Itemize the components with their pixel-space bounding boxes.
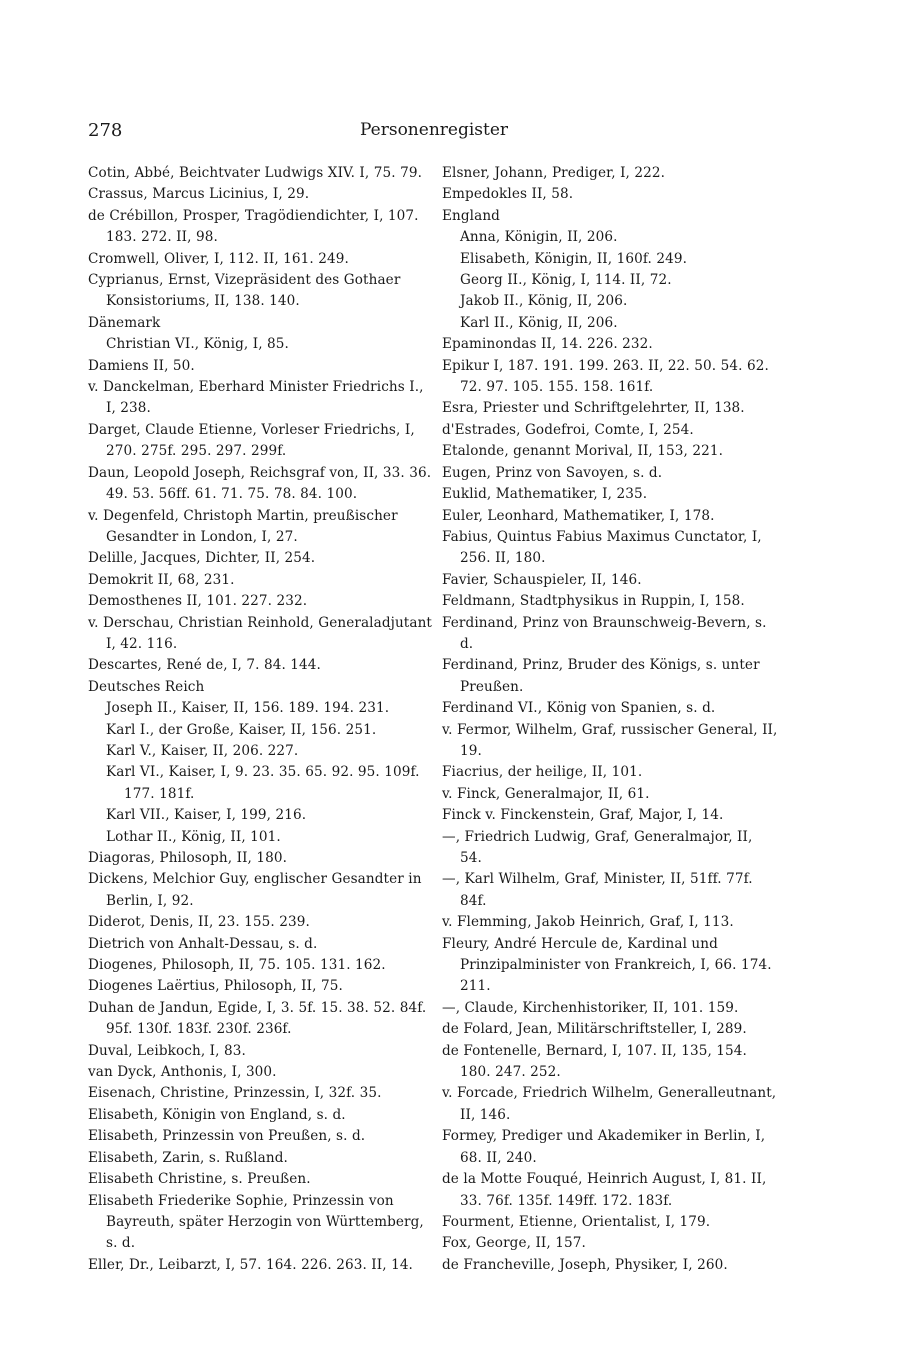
index-entry: d'Estrades, Godefroi, Comte, I, 254. <box>442 421 694 438</box>
index-entry: Fox, George, II, 157. <box>442 1235 586 1252</box>
page-header <box>88 120 780 150</box>
index-entry: —, Karl Wilhelm, Graf, Minister, II, 51ff. 77f. 84f. <box>442 871 753 909</box>
index-entry: v. Flemming, Jakob Heinrich, Graf, I, 113. <box>442 914 734 931</box>
index-entry: Duhan de Jandun, Egide, I, 3. 5f. 15. 38. 52. 84f. 95f. 130f. 183f. 230f. 236f. <box>88 999 427 1038</box>
index-entry: v. Finck, Generalmajor, II, 61. <box>442 785 650 802</box>
index-subentry: Christian VI., König, I, 85. <box>106 336 289 353</box>
running-title: Personenregister <box>359 120 509 140</box>
index-entry: Epaminondas II, 14. 226. 232. <box>442 336 653 353</box>
index-subentry: Karl VII., Kaiser, I, 199, 216. <box>106 807 307 824</box>
index-entry: van Dyck, Anthonis, I, 300. <box>88 1064 277 1081</box>
index-entry: Elisabeth, Zarin, s. Rußland. <box>88 1149 288 1166</box>
index-entry: Eller, Dr., Leibarzt, I, 57. 164. 226. 263. II, 14. <box>88 1256 413 1273</box>
index-entry: —, Claude, Kirchenhistoriker, II, 101. 159. <box>442 999 739 1016</box>
index-subentry: Jakob II., König, II, 206. <box>460 293 628 310</box>
index-entry: Eugen, Prinz von Savoyen, s. d. <box>442 464 663 481</box>
index-entry: v. Danckelman, Eberhard Minister Friedrichs I., I, 238. <box>88 379 424 417</box>
index-entry: Dänemark <box>88 314 161 331</box>
index-entry: Ferdinand, Prinz, Bruder des Königs, s. unter Preußen. <box>442 657 760 695</box>
index-entry: Elsner, Johann, Prediger, I, 222. <box>442 165 666 181</box>
index-subentry: Georg II., König, I, 114. II, 72. <box>460 272 672 289</box>
index-entry: Descartes, René de, I, 7. 84. 144. <box>88 657 321 674</box>
index-entry: v. Forcade, Friedrich Wilhelm, Generalleutnant, II, 146. <box>442 1085 777 1123</box>
index-subentry: Joseph II., Kaiser, II, 156. 189. 194. 231. <box>106 700 390 717</box>
index-subentry: Karl I., der Große, Kaiser, II, 156. 251. <box>106 721 377 738</box>
index-entry: Elisabeth, Königin von England, s. d. <box>88 1106 346 1123</box>
index-entry: Diogenes Laërtius, Philosoph, II, 75. <box>88 978 343 995</box>
index-entry: Crassus, Marcus Licinius, I, 29. <box>88 186 310 203</box>
index-entry: de Fontenelle, Bernard, I, 107. II, 135, 154. 180. 247. 252. <box>442 1042 747 1081</box>
index-entry: Duval, Leibkoch, I, 83. <box>88 1042 246 1059</box>
index-subentry: Karl II., König, II, 206. <box>460 314 618 331</box>
index-entry: v. Derschau, Christian Reinhold, Generaladjutant I, 42. 116. <box>88 614 432 652</box>
index-column-right <box>442 163 778 1276</box>
index-entry: Euler, Leonhard, Mathematiker, I, 178. <box>442 507 715 524</box>
index-column-left <box>88 163 432 1276</box>
index-entry: v. Degenfeld, Christoph Martin, preußischer Gesandter in London, I, 27. <box>88 507 398 545</box>
index-subentry: Elisabeth, Königin, II, 160f. 249. <box>460 250 688 267</box>
index-subentry: Karl V., Kaiser, II, 206. 227. <box>106 742 299 759</box>
index-entry: Empedokles II, 58. <box>442 186 574 203</box>
index-entry: Demokrit II, 68, 231. <box>88 571 235 588</box>
index-entry: Esra, Priester und Schriftgelehrter, II, 138. <box>442 400 745 417</box>
index-entry: Ferdinand, Prinz von Braunschweig-Bevern, s. d. <box>442 614 767 652</box>
index-entry: Diagoras, Philosoph, II, 180. <box>88 850 288 866</box>
index-entry: Cyprianus, Ernst, Vizepräsident des Gothaer Konsistoriums, II, 138. 140. <box>88 272 401 310</box>
page-number: 278 <box>88 120 123 141</box>
index-entry: Deutsches Reich <box>88 678 205 695</box>
index-entry: Darget, Claude Etienne, Vorleser Friedrichs, I, 270. 275f. 295. 297. 299f. <box>88 421 415 460</box>
index-entry: Euklid, Mathematiker, I, 235. <box>442 486 648 503</box>
index-subentry: Anna, Königin, II, 206. <box>460 229 618 246</box>
index-entry: Damiens II, 50. <box>88 357 195 374</box>
index-entry: Delille, Jacques, Dichter, II, 254. <box>88 550 316 567</box>
index-entry: Ferdinand VI., König von Spanien, s. d. <box>442 700 716 717</box>
index-entry: Demosthenes II, 101. 227. 232. <box>88 593 308 610</box>
index-entry: Feldmann, Stadtphysikus in Ruppin, I, 158. <box>442 593 745 610</box>
index-entry: v. Fermor, Wilhelm, Graf, russischer General, II, 19. <box>442 721 778 759</box>
index-entry: Cotin, Abbé, Beichtvater Ludwigs XIV. I, 75. 79. <box>88 165 422 181</box>
index-entry: Fleury, André Hercule de, Kardinal und Prinzipalminister von Frankreich, I, 66. 174. 211. <box>442 935 772 995</box>
index-entry: —, Friedrich Ludwig, Graf, Generalmajor, II, 54. <box>442 828 753 866</box>
index-subentry: Karl VI., Kaiser, I, 9. 23. 35. 65. 92. 95. 109f. 177. 181f. <box>106 764 420 802</box>
index-entry: England <box>442 207 500 224</box>
index-entry: Diderot, Denis, II, 23. 155. 239. <box>88 914 310 931</box>
index-entry: de Crébillon, Prosper, Tragödiendichter, I, 107. 183. 272. II, 98. <box>88 207 419 246</box>
index-entry: Fabius, Quintus Fabius Maximus Cunctator, I, 256. II, 180. <box>442 528 762 567</box>
index-entry: Formey, Prediger und Akademiker in Berlin, I, 68. II, 240. <box>442 1128 766 1166</box>
index-entry: Eisenach, Christine, Prinzessin, I, 32f. 35. <box>88 1085 382 1102</box>
index-entry: Elisabeth, Prinzessin von Preußen, s. d. <box>88 1128 366 1145</box>
index-entry: de la Motte Fouqué, Heinrich August, I, 81. II, 33. 76f. 135f. 149ff. 172. 183f. <box>442 1171 767 1209</box>
index-entry: Elisabeth Friederike Sophie, Prinzessin von Bayreuth, später Herzogin von Württemberg, s. d. <box>88 1192 424 1252</box>
index-entry: de Francheville, Joseph, Physiker, I, 260. <box>442 1256 728 1273</box>
index-entry: Cromwell, Oliver, I, 112. II, 161. 249. <box>88 250 349 267</box>
index-entry: Epikur I, 187. 191. 199. 263. II, 22. 50. 54. 62. 72. 97. 105. 155. 158. 161f. <box>442 357 769 396</box>
index-subentry: Lothar II., König, II, 101. <box>106 828 281 845</box>
index-entry: Elisabeth Christine, s. Preußen. <box>88 1171 311 1188</box>
index-entry: Dietrich von Anhalt-Dessau, s. d. <box>88 935 318 952</box>
index-entry: Finck v. Finckenstein, Graf, Major, I, 14. <box>442 807 724 824</box>
index-entry: de Folard, Jean, Militärschriftsteller, I, 289. <box>442 1021 747 1038</box>
index-entry: Etalonde, genannt Morival, II, 153, 221. <box>442 443 724 460</box>
index-entry: Diogenes, Philosoph, II, 75. 105. 131. 162. <box>88 957 386 974</box>
index-entry: Favier, Schauspieler, II, 146. <box>442 571 642 588</box>
index-entry: Daun, Leopold Joseph, Reichsgraf von, II, 33. 36. 49. 53. 56ff. 61. 71. 75. 78. 84. 100. <box>88 464 432 503</box>
index-entry: Fourment, Etienne, Orientalist, I, 179. <box>442 1213 711 1230</box>
index-entry: Fiacrius, der heilige, II, 101. <box>442 764 643 781</box>
index-entry: Dickens, Melchior Guy, englischer Gesandter in Berlin, I, 92. <box>88 871 422 909</box>
